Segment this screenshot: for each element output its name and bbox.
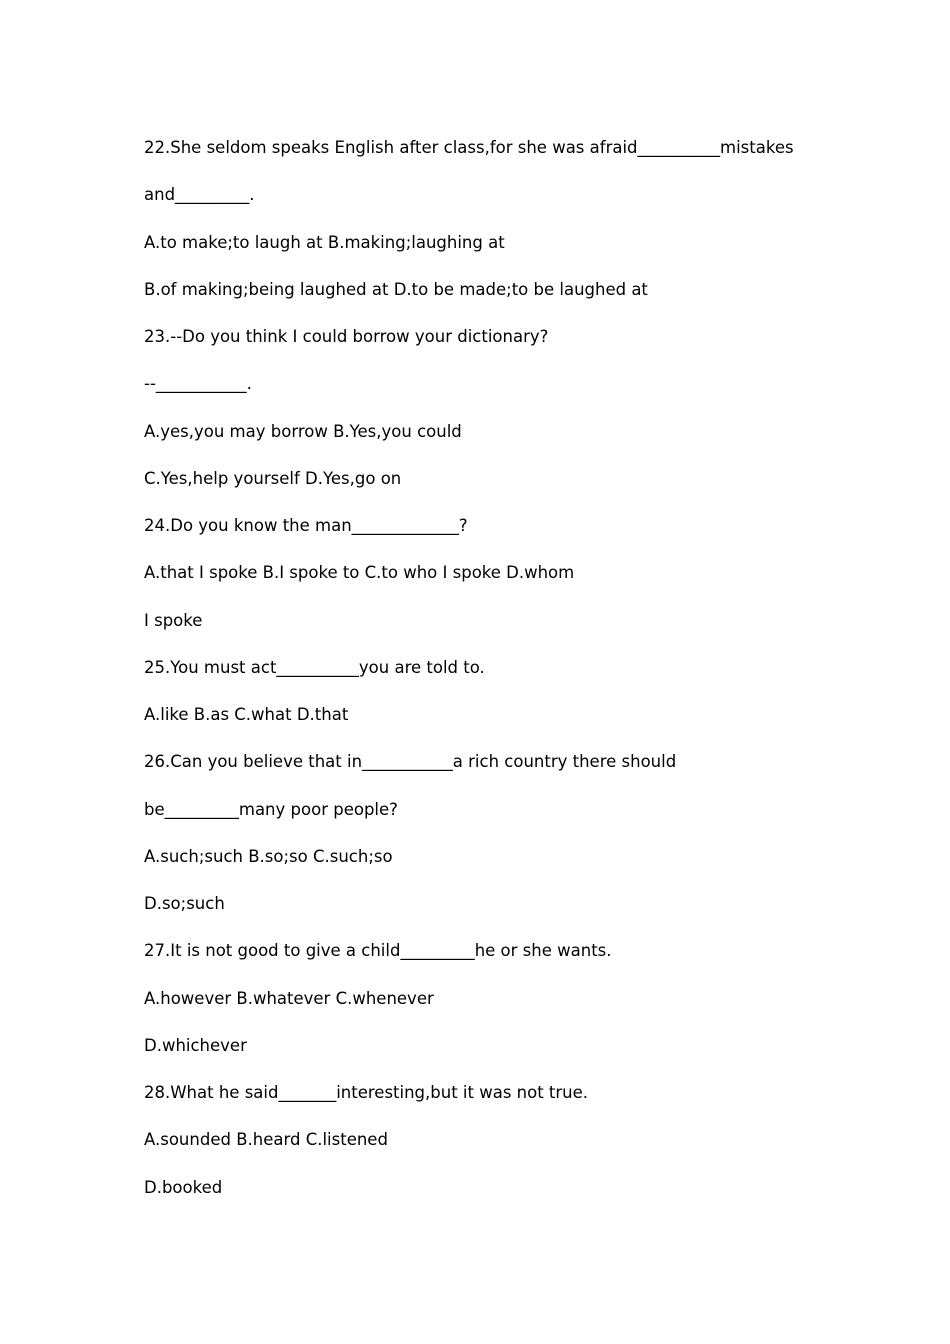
q23-stem-line1: 23.--Do you think I could borrow your dictionary? <box>144 327 549 346</box>
q27-options-line1: A.however B.whatever C.whenever <box>144 988 434 1008</box>
q24-options-line1: A.that I spoke B.I spoke to C.to who I spoke D.whom <box>144 563 575 583</box>
q23-options-line2: C.Yes,help yourself D.Yes,go on <box>144 468 402 488</box>
q27-options-line2: D.whichever <box>144 1035 247 1055</box>
q25-options: A.like B.as C.what D.that <box>144 705 349 724</box>
q25-stem: 25.You must act__________you are told to. <box>144 657 485 677</box>
q22-options-line2: B.of making;being laughed at D.to be made;to be laughed at <box>144 279 648 299</box>
q22-stem-line2: and_________. <box>144 185 255 205</box>
q24-stem: 24.Do you know the man_____________? <box>144 516 468 535</box>
q26-stem-line2: be_________many poor people? <box>144 799 398 819</box>
q26-options-line2: D.so;such <box>144 894 225 913</box>
q28-options-line1: A.sounded B.heard C.listened <box>144 1130 388 1150</box>
q26-stem-line1: 26.Can you believe that in___________a rich country there should <box>144 752 677 772</box>
q28-options-line2: D.booked <box>144 1177 223 1197</box>
document-page <box>144 124 844 1211</box>
q23-stem-line2: --___________. <box>144 374 252 394</box>
q27-stem: 27.It is not good to give a child_________he or she wants. <box>144 941 612 961</box>
q23-options-line1: A.yes,you may borrow B.Yes,you could <box>144 421 462 441</box>
q24-options-line2: I spoke <box>144 610 203 630</box>
q28-stem: 28.What he said_______interesting,but it was not true. <box>144 1083 589 1102</box>
q22-stem-line1: 22.She seldom speaks English after class,for she was afraid__________mistakes <box>144 138 794 157</box>
q26-options-line1: A.such;such B.so;so C.such;so <box>144 846 393 866</box>
q22-options-line1: A.to make;to laugh at B.making;laughing at <box>144 232 505 252</box>
